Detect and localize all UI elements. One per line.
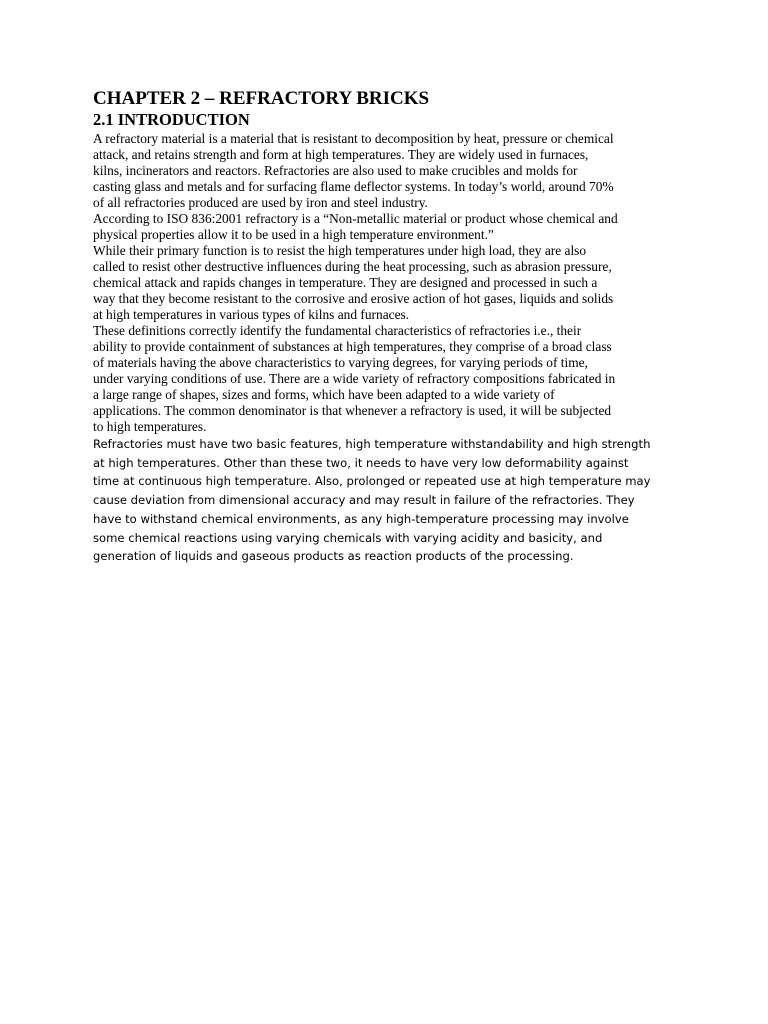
paragraph-line: under varying conditions of use. There are a wide variety of refractory compositions fabricated in: [93, 371, 616, 386]
paragraph-line: called to resist other destructive influences during the heat processing, such as abrasion pressure,: [93, 259, 612, 274]
paragraph-line: casting glass and metals and for surfacing flame deflector systems. In today’s world, around 70%: [93, 179, 614, 194]
iso-definition-paragraph: [93, 211, 675, 243]
paragraph-line: physical properties allow it to be used in a high temperature environment.”: [93, 227, 494, 242]
paragraph-line: While their primary function is to resist the high temperatures under high load, they are also: [93, 243, 587, 258]
paragraph-line: cause deviation from dimensional accuracy and may result in failure of the refractories. They: [93, 493, 635, 508]
paragraph-line: to high temperatures.: [93, 419, 207, 434]
paragraph-line: These definitions correctly identify the fundamental characteristics of refractories i.e., their: [93, 323, 582, 338]
paragraph-line: A refractory material is a material that is resistant to decomposition by heat, pressure or chemical: [93, 131, 614, 146]
paragraph-line: time at continuous high temperature. Also, prolonged or repeated use at high temperature may: [93, 474, 651, 489]
paragraph-line: of materials having the above characteristics to varying degrees, for varying periods of time,: [93, 355, 588, 370]
intro-paragraph: [93, 131, 675, 211]
paragraph-line: way that they become resistant to the corrosive and erosive action of hot gases, liquids and solids: [93, 291, 614, 306]
paragraph-line: generation of liquids and gaseous products as reaction products of the processing.: [93, 549, 574, 564]
paragraph-line: some chemical reactions using varying chemicals with varying acidity and basicity, and: [93, 530, 603, 545]
paragraph-line: kilns, incinerators and reactors. Refractories are also used to make crucibles and molds for: [93, 163, 578, 178]
paragraph-line: attack, and retains strength and form at high temperatures. They are widely used in furnaces,: [93, 147, 589, 162]
paragraph-line: According to ISO 836:2001 refractory is a “Non-metallic material or product whose chemical and: [93, 211, 618, 226]
paragraph-line: of all refractories produced are used by iron and steel industry.: [93, 195, 428, 210]
chapter-title: CHAPTER 2 – REFRACTORY BRICKS: [93, 88, 430, 109]
primary-function-paragraph: [93, 243, 675, 323]
basic-features-paragraph: [93, 435, 675, 566]
section-title: 2.1 INTRODUCTION: [93, 110, 250, 129]
paragraph-line: ability to provide containment of substances at high temperatures, they comprise of a broad class: [93, 339, 612, 354]
paragraph-line: a large range of shapes, sizes and forms, which have been adapted to a wide variety of: [93, 387, 555, 402]
document-page: [93, 88, 675, 566]
paragraph-line: at high temperatures in various types of kilns and furnaces.: [93, 307, 410, 322]
paragraph-line: have to withstand chemical environments, as any high-temperature processing may involve: [93, 511, 629, 526]
paragraph-line: applications. The common denominator is that whenever a refractory is used, it will be subjected: [93, 403, 612, 418]
paragraph-line: at high temperatures. Other than these two, it needs to have very low deformability against: [93, 455, 629, 470]
paragraph-line: chemical attack and rapids changes in temperature. They are designed and processed in such a: [93, 275, 598, 290]
definitions-paragraph: [93, 323, 675, 435]
paragraph-line: Refractories must have two basic features, high temperature withstandability and high strength: [93, 437, 651, 451]
